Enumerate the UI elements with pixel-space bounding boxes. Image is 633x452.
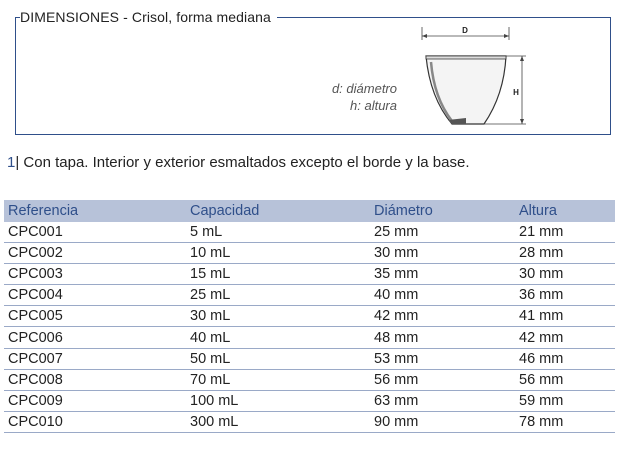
cell-capacidad: 40 mL (186, 327, 370, 348)
cell-altura: 42 mm (515, 327, 615, 348)
cell-diametro: 90 mm (370, 411, 515, 432)
header-diametro: Diámetro (370, 200, 515, 222)
table-row (4, 285, 615, 306)
cell-referencia: CPC007 (4, 348, 186, 369)
cell-altura: 30 mm (515, 264, 615, 285)
cell-referencia: CPC010 (4, 411, 186, 432)
cell-altura: 41 mm (515, 306, 615, 327)
table-row (4, 327, 615, 348)
cell-referencia: CPC004 (4, 285, 186, 306)
d-arrow-left (422, 34, 427, 38)
cell-referencia: CPC009 (4, 390, 186, 411)
cell-capacidad: 5 mL (186, 222, 370, 243)
cell-capacidad: 30 mL (186, 306, 370, 327)
cell-diametro: 25 mm (370, 222, 515, 243)
cell-referencia: CPC003 (4, 264, 186, 285)
cell-altura: 56 mm (515, 369, 615, 390)
table-row (4, 222, 615, 243)
cell-diametro: 30 mm (370, 243, 515, 264)
d-label: D (462, 26, 468, 35)
header-capacidad: Capacidad (186, 200, 370, 222)
cell-capacidad: 10 mL (186, 243, 370, 264)
cell-diametro: 63 mm (370, 390, 515, 411)
header-referencia: Referencia (4, 200, 186, 222)
table-row (4, 390, 615, 411)
dimensions-legend (332, 80, 397, 114)
h-arrow-bottom (520, 119, 524, 124)
cell-capacidad: 50 mL (186, 348, 370, 369)
note-text: | Con tapa. Interior y exterior esmaltados excepto el borde y la base. (15, 154, 470, 171)
cell-referencia: CPC001 (4, 222, 186, 243)
cell-referencia: CPC002 (4, 243, 186, 264)
cell-capacidad: 70 mL (186, 369, 370, 390)
cell-diametro: 35 mm (370, 264, 515, 285)
table-row (4, 264, 615, 285)
h-label: H (513, 88, 519, 97)
cell-capacidad: 300 mL (186, 411, 370, 432)
cell-altura: 21 mm (515, 222, 615, 243)
cell-altura: 46 mm (515, 348, 615, 369)
cell-diametro: 48 mm (370, 327, 515, 348)
cell-referencia: CPC008 (4, 369, 186, 390)
crucible-body (426, 56, 506, 124)
table-row (4, 348, 615, 369)
h-arrow-top (520, 56, 524, 61)
cell-altura: 78 mm (515, 411, 615, 432)
product-note (7, 154, 469, 171)
cell-diametro: 56 mm (370, 369, 515, 390)
cell-referencia: CPC006 (4, 327, 186, 348)
dimensions-title: DIMENSIONES - Crisol, forma mediana (20, 9, 277, 25)
cell-altura: 28 mm (515, 243, 615, 264)
table-row (4, 369, 615, 390)
cell-referencia: CPC005 (4, 306, 186, 327)
table-header-row (4, 200, 615, 222)
crucible-rim (426, 56, 506, 59)
cell-diametro: 42 mm (370, 306, 515, 327)
table-row (4, 243, 615, 264)
cell-altura: 36 mm (515, 285, 615, 306)
note-number: 1 (7, 154, 16, 171)
cell-capacidad: 15 mL (186, 264, 370, 285)
cell-diametro: 53 mm (370, 348, 515, 369)
specifications-table (4, 200, 615, 433)
legend-height: h: altura (350, 98, 397, 113)
d-arrow-right (504, 34, 509, 38)
cell-altura: 59 mm (515, 390, 615, 411)
crucible-diagram (412, 20, 532, 132)
header-altura: Altura (515, 200, 615, 222)
cell-diametro: 40 mm (370, 285, 515, 306)
cell-capacidad: 25 mL (186, 285, 370, 306)
cell-capacidad: 100 mL (186, 390, 370, 411)
legend-diameter: d: diámetro (331, 81, 397, 96)
table-row (4, 411, 615, 432)
table-row (4, 306, 615, 327)
